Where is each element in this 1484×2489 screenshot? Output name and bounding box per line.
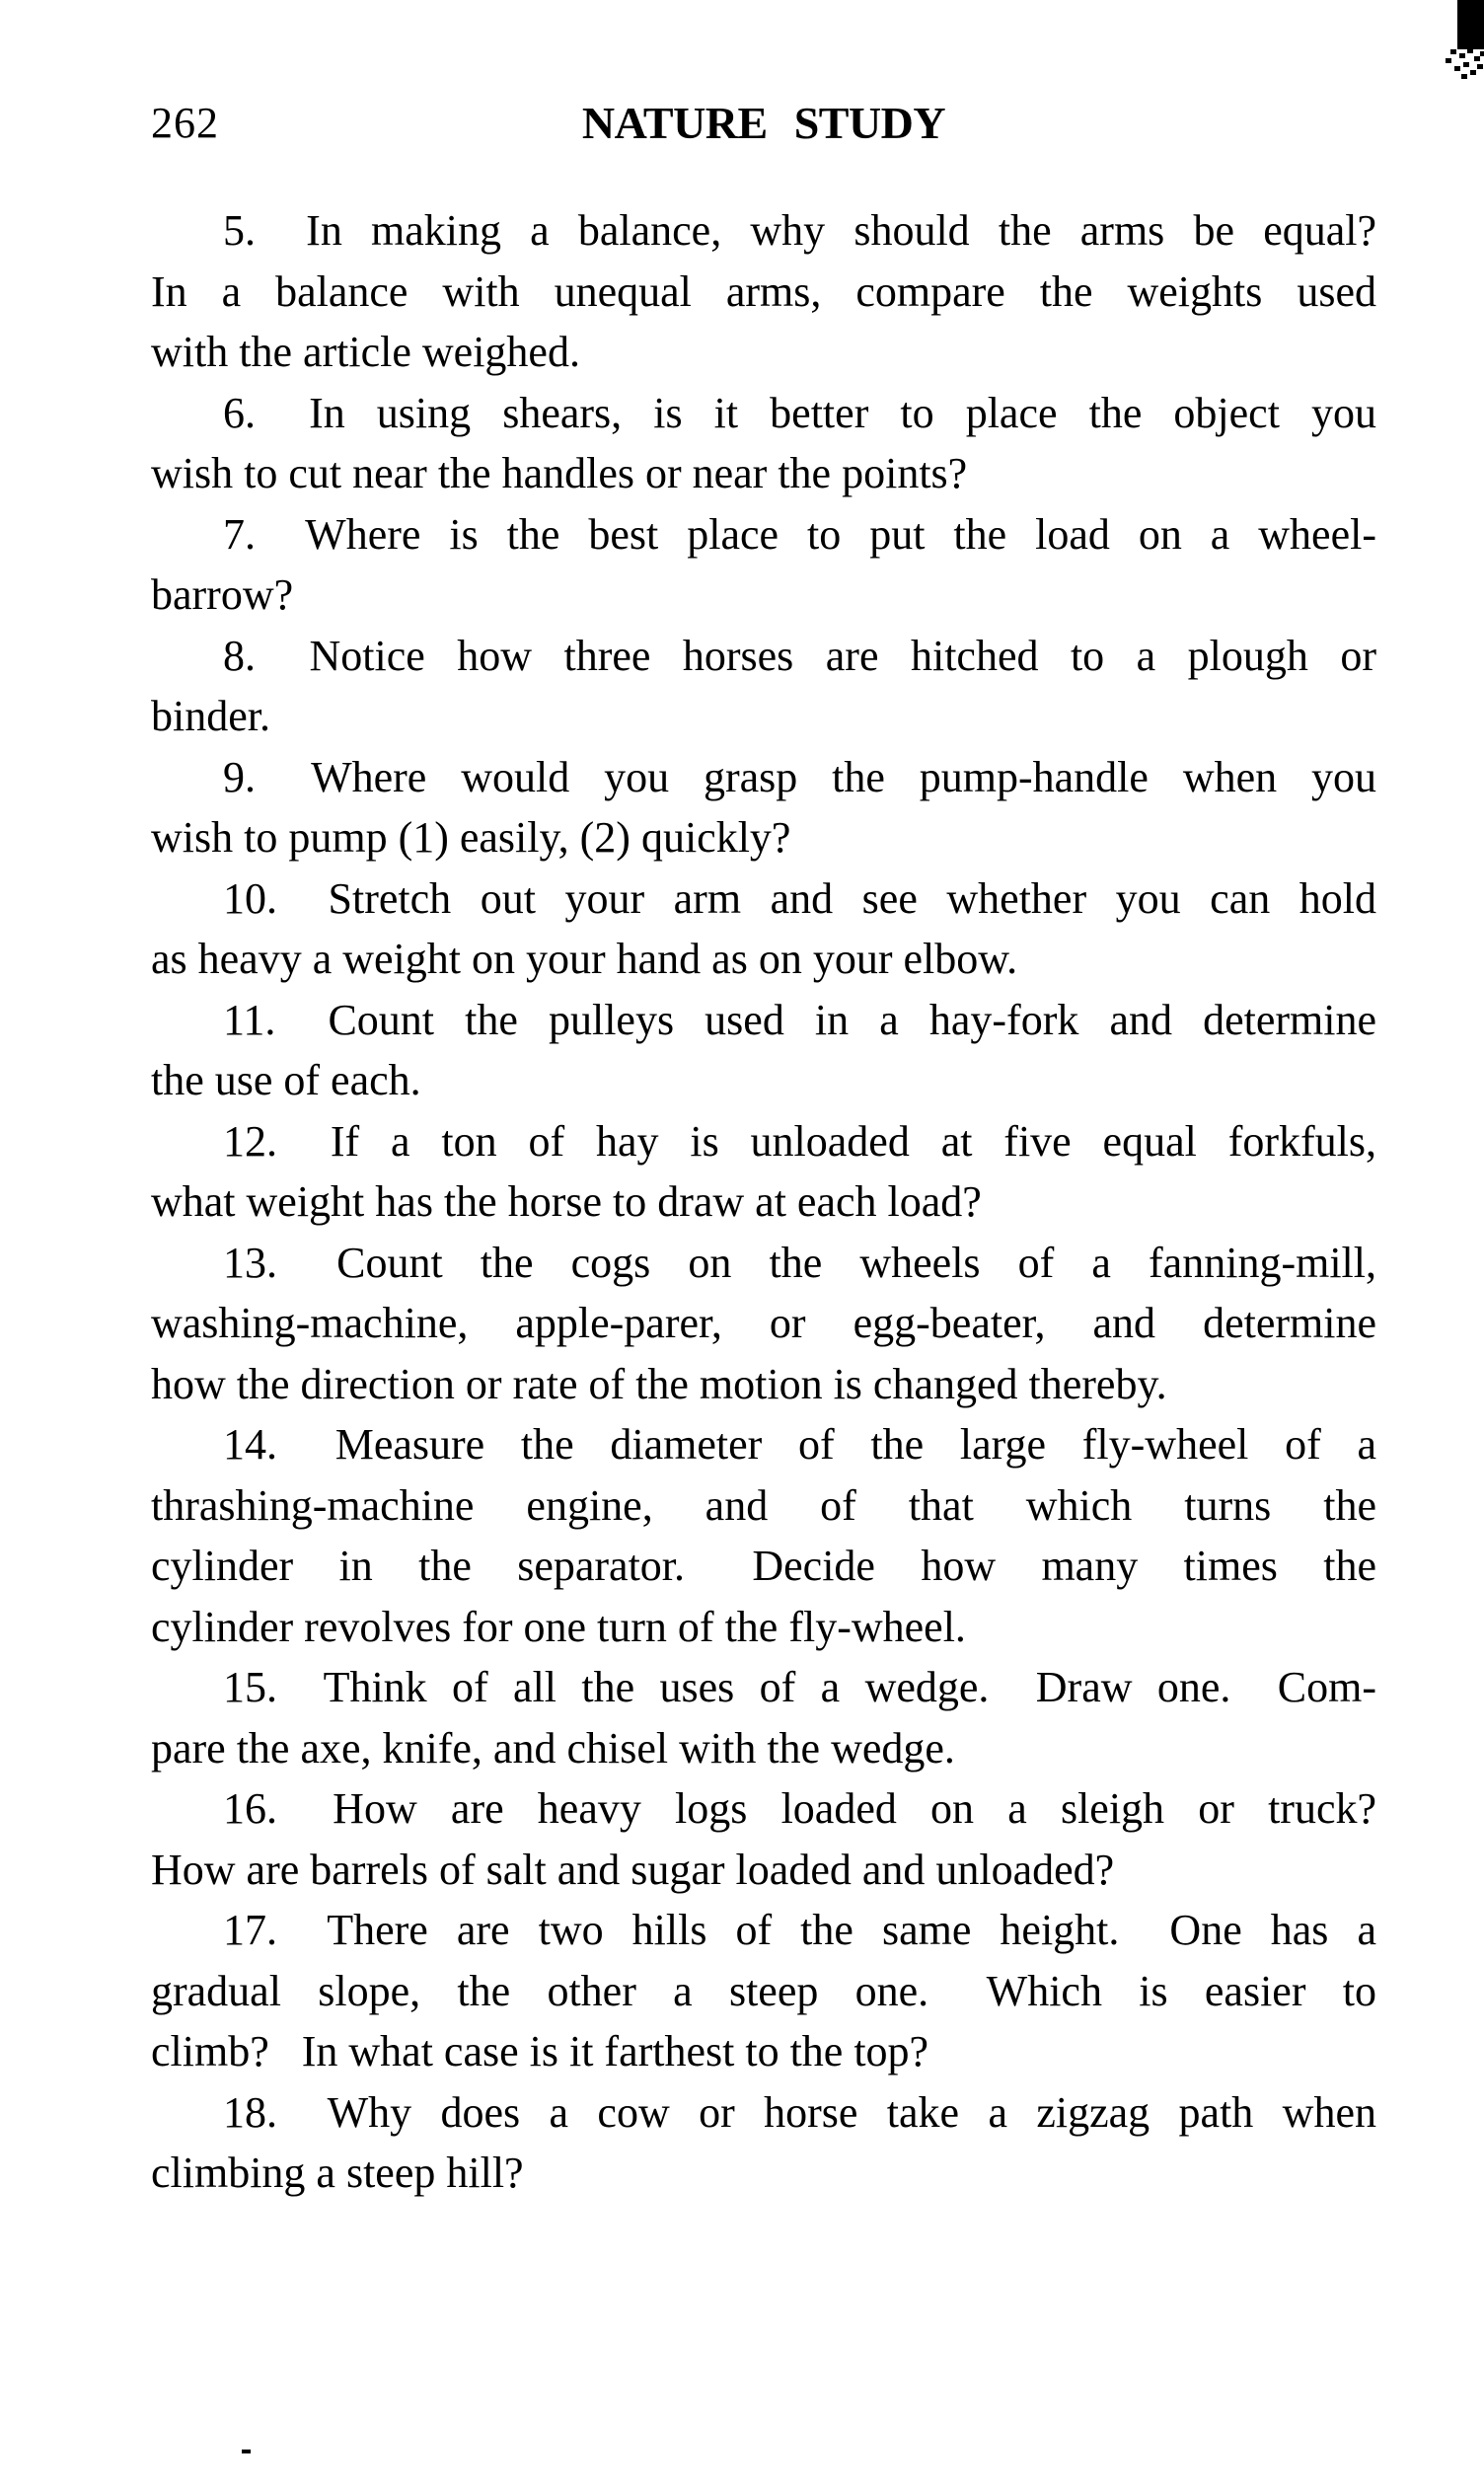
question-paragraph <box>151 1414 1376 1657</box>
text-line: 10. Stretch out your arm and see whether you can hold <box>223 873 1376 923</box>
text-line: climb? In what case is it farthest to the top? <box>151 2027 929 2075</box>
text-line: what weight has the horse to draw at each load? <box>151 1177 982 1226</box>
page-number: 262 <box>151 99 219 147</box>
text-line: gradual slope, the other a steep one. Which is easier to <box>151 1966 1376 2015</box>
text-line: how the direction or rate of the motion is changed thereby. <box>151 1359 1167 1408</box>
text-line: 5. In making a balance, why should the arms be equal? <box>223 206 1376 255</box>
questions <box>151 200 1376 2204</box>
text-line: 12. If a ton of hay is unloaded at five equal forkfuls, <box>223 1116 1376 1166</box>
text-line: thrashing-machine engine, and of that which turns the <box>151 1480 1376 1530</box>
text-line: binder. <box>151 692 270 740</box>
question-paragraph <box>151 747 1376 868</box>
question-paragraph <box>151 868 1376 990</box>
text-line: 11. Count the pulleys used in a hay-fork and determine <box>223 995 1376 1044</box>
text-line: 7. Where is the best place to put the load on a wheel- <box>223 509 1376 559</box>
text-line: the use of each. <box>151 1056 421 1104</box>
question-paragraph <box>151 1778 1376 1900</box>
text-line: cylinder revolves for one turn of the fly-wheel. <box>151 1602 966 1651</box>
question-paragraph <box>151 990 1376 1111</box>
text-line: 9. Where would you grasp the pump-handle when you <box>223 752 1376 801</box>
text-line: 17. There are two hills of the same height. One has a <box>223 1906 1376 1954</box>
question-paragraph <box>151 200 1376 383</box>
question-paragraph <box>151 626 1376 747</box>
text-line: 6. In using shears, is it better to place the object you <box>223 388 1376 437</box>
question-paragraph <box>151 1233 1376 1415</box>
scan-smudge-artifact <box>1457 0 1484 49</box>
text-line: as heavy a weight on your hand as on your elbow. <box>151 935 1018 983</box>
question-paragraph <box>151 504 1376 626</box>
question-paragraph <box>151 1900 1376 2082</box>
scan-speckle-artifact <box>1450 49 1456 54</box>
text-line: climbing a steep hill? <box>151 2149 524 2197</box>
text-line: wish to cut near the handles or near the points? <box>151 449 968 497</box>
text-line: barrow? <box>151 570 294 619</box>
question-paragraph <box>151 1657 1376 1778</box>
text-line: pare the axe, knife, and chisel with the wedge. <box>151 1723 955 1772</box>
text-line: 13. Count the cogs on the wheels of a fanning-mill, <box>223 1238 1376 1287</box>
text-line: washing-machine, apple-parer, or egg-beater, and determine <box>151 1299 1376 1347</box>
text-line: 14. Measure the diameter of the large fly-wheel of a <box>223 1420 1376 1469</box>
question-paragraph <box>151 1111 1376 1233</box>
text-line: with the article weighed. <box>151 328 580 376</box>
stray-ink-mark <box>242 2450 251 2453</box>
text-line: 15. Think of all the uses of a wedge. Draw one. Com- <box>223 1663 1376 1711</box>
text-line: 18. Why does a cow or horse take a zigzag path when <box>223 2087 1376 2137</box>
text-line: 16. How are heavy logs loaded on a sleigh or truck? <box>223 1784 1376 1833</box>
text-line: In a balance with unequal arms, compare the weights used <box>151 266 1376 316</box>
text-line: cylinder in the separator. Decide how many times the <box>151 1542 1376 1590</box>
text-line: 8. Notice how three horses are hitched to a plough or <box>223 631 1376 680</box>
running-header-title: NATURE STUDY <box>581 98 946 148</box>
question-paragraph <box>151 383 1376 504</box>
question-paragraph <box>151 2082 1376 2204</box>
text-line: wish to pump (1) easily, (2) quickly? <box>151 813 791 862</box>
text-line: How are barrels of salt and sugar loaded and unloaded? <box>151 1845 1115 1894</box>
